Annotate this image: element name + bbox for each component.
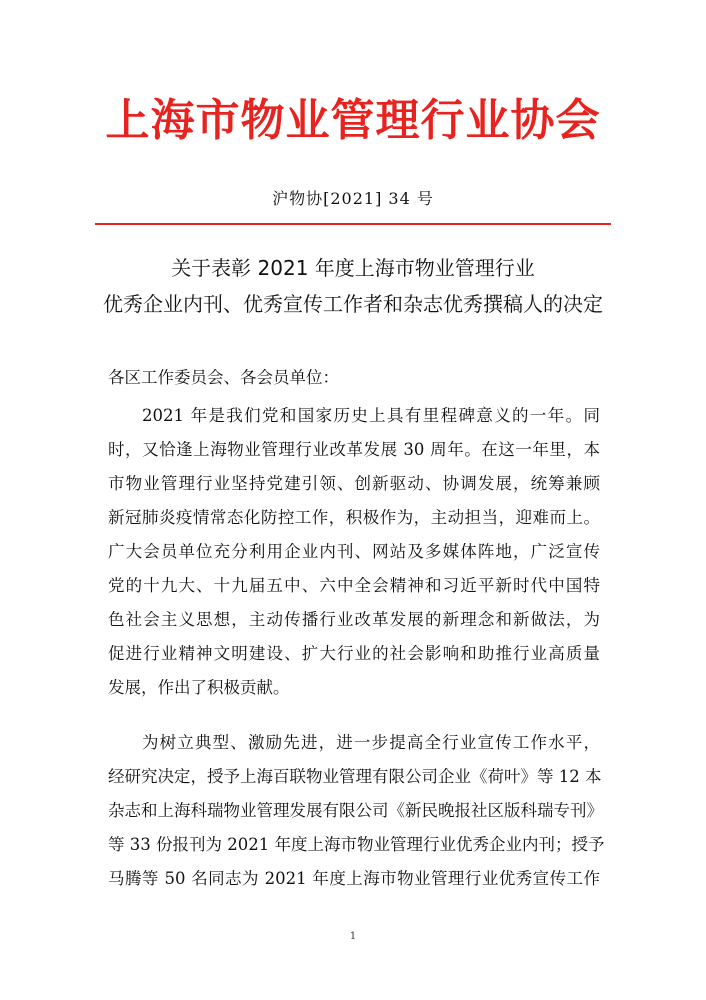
- paragraph-2-line: 杂志和上海科瑞物业管理发展有限公司《新民晚报社区版科瑞专刊》: [108, 801, 603, 820]
- paragraph-1-line: 色社会主义思想，主动传播行业改革发展的新理念和新做法，为: [108, 610, 600, 629]
- document-number: 沪物协[2021] 34 号: [272, 189, 434, 208]
- document-title: [0, 250, 706, 322]
- paragraph-1-line: 市物业管理行业坚持党建引领、创新驱动、协调发展，统筹兼顾: [108, 474, 600, 493]
- masthead: 上海市物业管理行业协会: [105, 95, 601, 146]
- title-line-1: 关于表彰 2021 年度上海市物业管理行业: [171, 256, 535, 280]
- paragraph-2-line: 经研究决定，授予上海百联物业管理有限公司企业《荷叶》等 12 本: [108, 767, 602, 786]
- paragraph-1-line: 新冠肺炎疫情常态化防控工作，积极作为，主动担当，迎难而上。: [108, 508, 600, 527]
- paragraph-1-line: 2021 年是我们党和国家历史上具有里程碑意义的一年。同: [142, 406, 600, 425]
- paragraph-1-line: 广大会员单位充分利用企业内刊、网站及多媒体阵地，广泛宣传: [108, 542, 600, 561]
- page-number: 1: [349, 931, 357, 942]
- paragraph-2-line: 马腾等 50 名同志为 2021 年度上海市物业管理行业优秀宣传工作: [108, 869, 600, 888]
- paragraph-2-line: 等 33 份报刊为 2021 年度上海市物业管理行业优秀企业内刊；授予: [108, 835, 605, 854]
- salutation: 各区工作委员会、各会员单位：: [108, 368, 339, 387]
- paragraph-1-line: 时，又恰逢上海物业管理行业改革发展 30 周年。在这一年里，本: [108, 440, 600, 459]
- paragraph-1-line: 发展，作出了积极贡献。: [108, 678, 290, 697]
- paragraph-1-line: 党的十九大、十九届五中、六中全会精神和习近平新时代中国特: [108, 576, 600, 595]
- title-line-2: 优秀企业内刊、优秀宣传工作者和杂志优秀撰稿人的决定: [103, 292, 603, 316]
- paragraph-1-line: 促进行业精神文明建设、扩大行业的社会影响和助推行业高质量: [108, 644, 600, 663]
- paragraph-2-line: 为树立典型、激励先进，进一步提高全行业宣传工作水平，: [142, 733, 600, 752]
- red-divider-rule: [95, 223, 611, 225]
